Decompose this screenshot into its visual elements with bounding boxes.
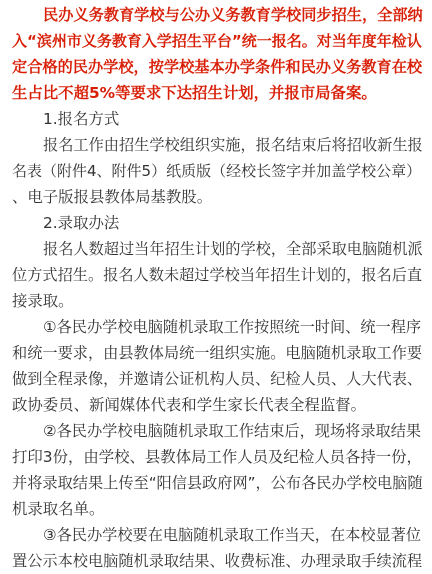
- text-line: 定合格的民办学校，按学校基本办学条件和民办义务教育在校: [12, 58, 423, 76]
- section-heading: 1.报名方式: [43, 110, 120, 128]
- text-line: ③各民办学校要在电脑随机录取工作当天，在本校显著位: [43, 526, 422, 544]
- section-heading: 2.录取办法: [43, 214, 120, 232]
- text-line: 报名工作由招生学校组织实施，报名结束后将招收新生报: [43, 136, 423, 154]
- text-line: 置公示本校电脑随机录取结果、收费标准、办理录取手续流程: [12, 552, 423, 570]
- text-line: 入“滨州市义务教育入学招生平台”统一报名。对当年度年检认: [12, 32, 422, 50]
- text-line: 和统一要求，由县教体局统一组织实施。电脑随机录取工作要: [12, 344, 423, 362]
- text-line: 做到全程录像，并邀请公证机构人员、纪检人员、人大代表、: [12, 370, 423, 388]
- text-line: ①各民办学校电脑随机录取工作按照统一时间、统一程序: [43, 318, 422, 336]
- text-line: 名表（附件4、附件5）纸质版（经校长签字并加盖学校公章）: [12, 162, 422, 180]
- text-line: 打印3份，由学校、县教体局工作人员及纪检人员各持一份，: [12, 448, 422, 466]
- text-line: 位方式招生。报名人数未超过学校当年招生计划的，报名后直: [12, 266, 423, 284]
- document-body: [12, 2, 424, 574]
- text-line: 接录取。: [12, 292, 74, 310]
- text-line: 报名人数超过当年招生计划的学校，全部采取电脑随机派: [43, 240, 423, 258]
- text-line: ②各民办学校电脑随机录取工作结束后，现场将录取结果: [43, 422, 422, 440]
- text-line: 生占比不超5%等要求下达招生计划，并报市局备案。: [12, 84, 377, 102]
- text-line: 并将录取结果上传至“阳信县政府网”，公布各民办学校电脑随: [12, 474, 423, 492]
- text-line: 、电子版报县教体局基教股。: [12, 188, 213, 206]
- text-line: 政协委员、新闻媒体代表和学生家长代表全程监督。: [12, 396, 366, 414]
- text-line: 机录取名单。: [12, 500, 105, 518]
- text-line: 民办义务教育学校与公办义务教育学校同步招生，全部纳: [43, 6, 423, 24]
